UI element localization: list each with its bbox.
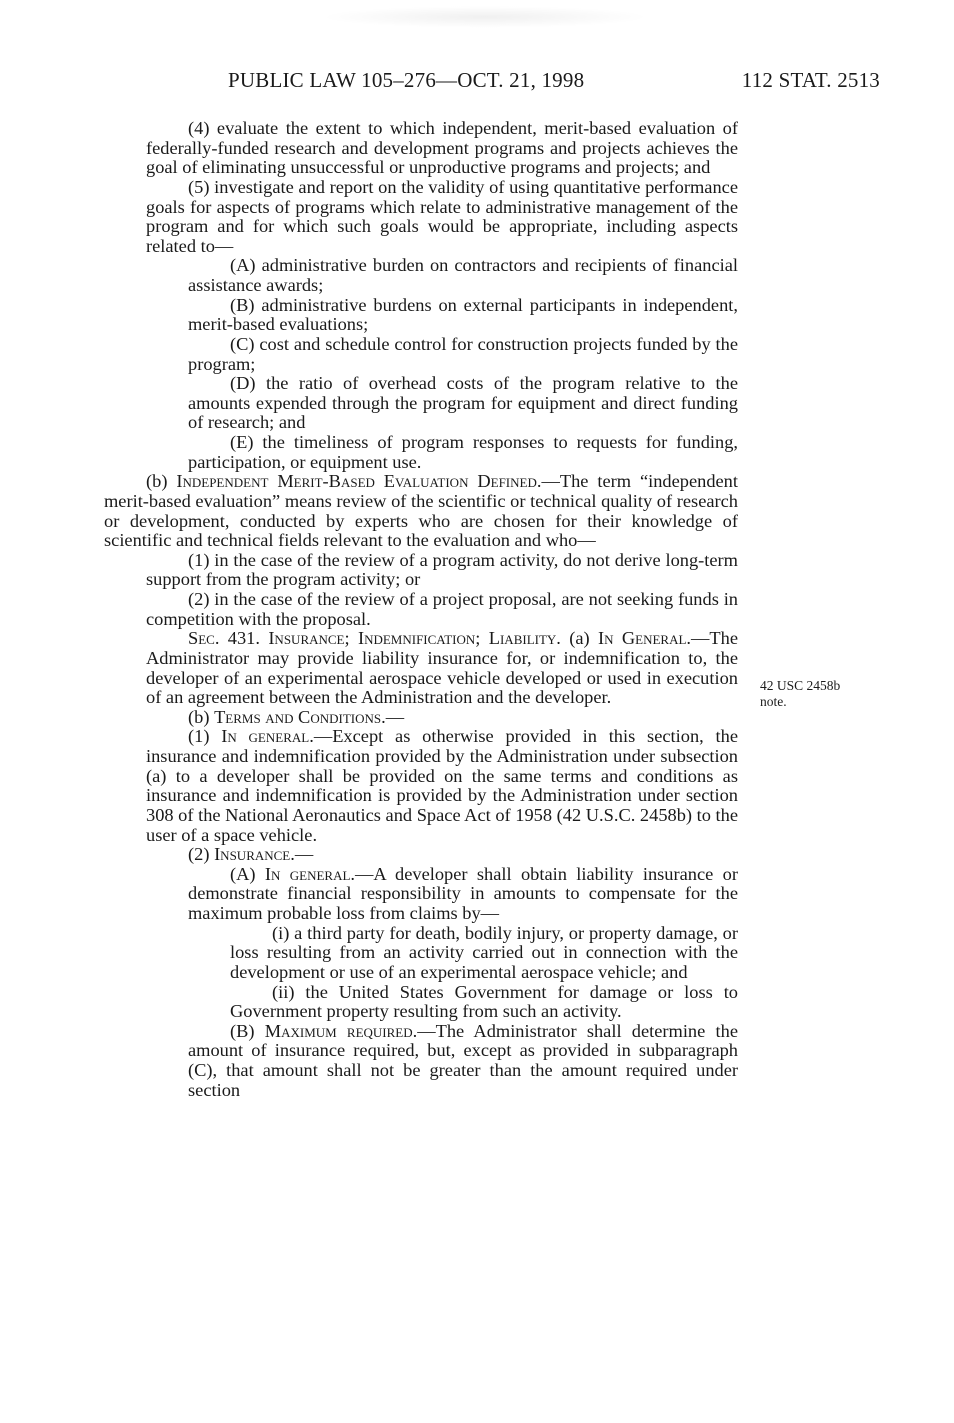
- section-a-heading: In General.: [598, 628, 692, 649]
- terms-item-1-label: (1): [188, 726, 210, 747]
- scan-smudge: [320, 6, 650, 28]
- insurance-subparagraph-a: [146, 865, 738, 924]
- margin-note: [760, 678, 880, 710]
- section-heading: Insurance; Indemnification; Liability.: [268, 628, 561, 649]
- paragraph-5: (5) investigate and report on the validity of using quantitative performance goals for aspects of programs which relate to administrative management of the program and for which such goals would be appropriate, including aspects related to—: [146, 176, 738, 256]
- paragraph-4: (4) evaluate the extent to which independent, merit-based evaluation of federally-funded research and development programs and projects achieves the goal of eliminating unsuccessful or unproductive programs and projects; and: [146, 118, 738, 178]
- terms-label: (b): [188, 706, 210, 727]
- running-header: [228, 68, 880, 96]
- subsection-b-item-1: (1) in the case of the review of a program activity, do not derive long-term support from the program activity; or: [146, 549, 738, 590]
- insurance-a-label: (A): [230, 863, 256, 884]
- terms-heading: Terms and Conditions.: [214, 706, 386, 727]
- insurance-b-label: (B): [230, 1020, 255, 1041]
- subparagraph-c: (C) cost and schedule control for construction projects funded by the program;: [188, 333, 738, 374]
- terms-heading-line: [146, 708, 738, 728]
- subparagraph-b: (B) administrative burdens on external participants in independent, merit-based evaluations;: [188, 294, 738, 335]
- section-a-text: —The Administrator may provide liability insurance for, or indemnification to, the developer of an experimental aerospace vehicle developed or used in execution of an agreement between the Administration and the developer.: [146, 628, 738, 708]
- insurance-clause-i: (i) a third party for death, bodily injury, or property damage, or loss resulting from an activity carried out in connection with the development or use of an experimental aerospace vehicle; and: [230, 922, 738, 982]
- terms-dash: —: [385, 706, 405, 727]
- insurance-subparagraph-b: [146, 1022, 738, 1101]
- insurance-a-heading: In general.: [264, 863, 356, 884]
- margin-note-label: note.: [760, 694, 787, 709]
- terms-item-1-text: —Except as otherwise provided in this section, the insurance and indemnification provided by the Administration under subsection (a) to a developer shall be provided on the same terms and conditions as insurance and indemnification is provided by the Administration under section 308 of the National Aeronautics and Space Act of 1958 (42 U.S.C. 2458b) to the user of a space vehicle.: [146, 726, 738, 845]
- insurance-b-text: —The Administrator shall determine the amount of insurance required, but, except as provided in subparagraph (C), that amount shall not be greater than the amount required under section: [188, 1020, 738, 1100]
- terms-item-2-heading: Insurance.: [214, 844, 295, 865]
- subsection-b-item-2: (2) in the case of the review of a project proposal, are not seeking funds in competition with the proposal.: [146, 589, 738, 629]
- insurance-b-heading: Maximum required.: [264, 1020, 418, 1041]
- insurance-clause-ii: (ii) the United States Government for damage or loss to Government property resulting from such an activity.: [230, 981, 738, 1022]
- body-text: [104, 118, 738, 1100]
- header-stat-page: 112 STAT. 2513: [741, 68, 880, 92]
- terms-item-1: [146, 727, 738, 845]
- terms-item-2-heading-line: [146, 845, 738, 865]
- section-431: [146, 629, 738, 708]
- section-a-label: (a): [569, 628, 590, 649]
- subsection-b-text: —The term “independent merit-based evaluation” means review of the scientific or technical quality of research or development, conducted by experts who are chosen for their knowledge of scientific and technical fields relevant to the evaluation and who—: [104, 471, 738, 551]
- subparagraph-d: (D) the ratio of overhead costs of the program relative to the amounts expended through the program for equipment and direct funding of research; and: [188, 373, 738, 433]
- subparagraph-e: (E) the timeliness of program responses to requests for funding, participation, or equipment use.: [188, 432, 738, 472]
- subsection-b: [104, 472, 738, 551]
- terms-item-1-heading: In general.: [221, 726, 314, 747]
- terms-item-2-dash: —: [294, 844, 314, 865]
- header-title: PUBLIC LAW 105–276—OCT. 21, 1998: [228, 68, 585, 92]
- section-label: Sec. 431.: [188, 628, 260, 649]
- subparagraph-a: (A) administrative burden on contractors and recipients of financial assistance awards;: [188, 255, 738, 295]
- margin-note-citation: 42 USC 2458b: [760, 678, 841, 693]
- insurance-a-text: —A developer shall obtain liability insurance or demonstrate financial responsibility in amounts to compensate for the maximum probable loss from claims by—: [188, 863, 738, 923]
- terms-item-2-label: (2): [188, 844, 210, 865]
- subsection-b-label: (b): [146, 471, 168, 492]
- subsection-b-heading: Independent Merit-Based Evaluation Defined.: [176, 471, 542, 492]
